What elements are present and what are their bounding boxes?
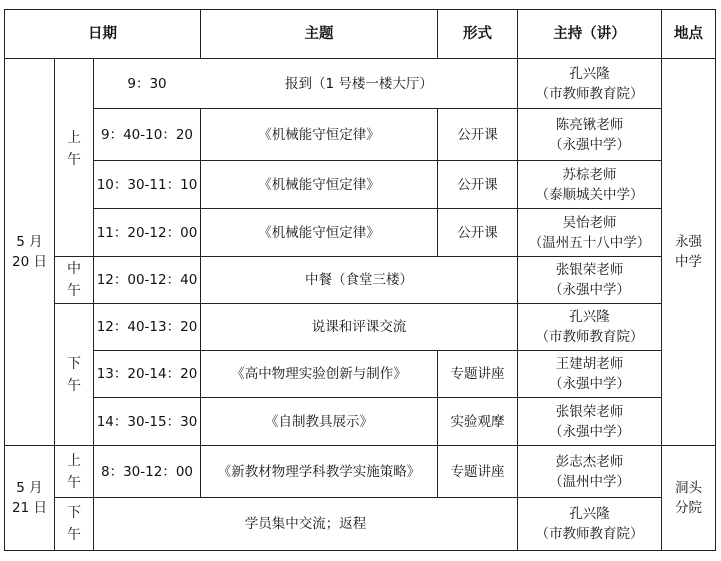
time-cell: 9：30: [127, 75, 167, 92]
host-org: （市教师教育院）: [535, 85, 644, 102]
topic-cell: 《机械能守恒定律》: [258, 224, 380, 241]
day-label-may-20: [5, 59, 54, 445]
day-label-line: 20 日: [12, 254, 47, 270]
host-org: （泰顺城关中学）: [535, 186, 644, 203]
format-cell: 专题讲座: [450, 463, 505, 480]
host-cell: [518, 257, 661, 303]
host-name: 张银荣老师: [555, 262, 624, 278]
topic-cell: 《高中物理实验创新与制作》: [231, 366, 407, 382]
period-d1-noon: [55, 257, 93, 303]
host-name: 张银荣老师: [555, 403, 624, 420]
host-cell: [518, 161, 661, 208]
host-cell: [518, 59, 661, 108]
host-cell: [518, 398, 661, 445]
topic-cell: 《机械能守恒定律》: [258, 126, 380, 143]
host-cell: [518, 109, 661, 160]
header-date: 日期: [88, 26, 117, 42]
period-char: 午: [67, 152, 81, 168]
format-cell: 公开课: [457, 126, 498, 143]
host-cell: [518, 304, 661, 350]
period-char: 上: [67, 452, 81, 469]
format-cell: 公开课: [457, 224, 498, 241]
header-location: 地点: [674, 26, 703, 42]
topic-cell: 《新教材物理学科教学实施策略》: [217, 463, 421, 480]
period-d1-morning: [55, 59, 93, 256]
time-cell: 12：00-12：40: [96, 272, 198, 288]
period-d2-afternoon: [55, 498, 93, 550]
location-line: 洞头: [675, 480, 702, 496]
day-label-may-21: [5, 446, 54, 550]
host-org: （温州中学）: [549, 473, 630, 490]
topic-cell: 报到（1 号楼一楼大厅）: [285, 75, 433, 92]
host-org: （永强中学）: [549, 423, 630, 440]
time-cell: 9：40-10：20: [101, 126, 193, 143]
host-name: 王建胡老师: [555, 356, 624, 372]
period-char: 午: [67, 377, 81, 394]
location-yongqiang: [662, 59, 715, 445]
period-char: 午: [67, 474, 81, 491]
time-cell: 8：30-12：00: [101, 463, 193, 480]
host-org: （永强中学）: [549, 282, 630, 298]
host-org: （温州五十八中学）: [528, 234, 651, 251]
time-cell: 10：30-11：10: [96, 176, 198, 193]
location-line: 中学: [675, 254, 702, 270]
format-cell: 公开课: [457, 176, 498, 193]
location-line: 分院: [675, 500, 702, 516]
host-name: 孔兴隆: [569, 65, 610, 82]
period-d1-afternoon: [55, 304, 93, 445]
topic-cell: 《机械能守恒定律》: [258, 176, 380, 193]
period-d2-morning: [55, 446, 93, 497]
host-name: 苏棕老师: [562, 166, 617, 183]
period-char: 午: [67, 283, 81, 299]
topic-cell: 《自制教具展示》: [265, 413, 373, 430]
location-dongtou: [662, 446, 715, 550]
period-char: 下: [67, 505, 81, 521]
host-cell: [518, 351, 661, 397]
time-cell: 14：30-15：30: [96, 413, 198, 430]
host-cell: [518, 446, 661, 497]
host-org: （永强中学）: [549, 136, 630, 153]
format-cell: 实验观摩: [450, 413, 505, 430]
header-topic: 主题: [304, 26, 334, 42]
day-label-line: 5 月: [16, 480, 43, 496]
host-name: 孔兴隆: [569, 309, 610, 325]
host-cell: [518, 209, 661, 256]
host-name: 吴怡老师: [562, 214, 617, 231]
host-org: （市教师教育院）: [535, 526, 644, 542]
period-char: 下: [67, 355, 81, 372]
period-char: 午: [67, 527, 81, 543]
day-label-line: 5 月: [16, 234, 43, 250]
time-cell: 11：20-12：00: [96, 224, 198, 241]
host-cell: [518, 498, 661, 550]
header-format: 形式: [463, 26, 492, 42]
location-line: 永强: [675, 234, 702, 250]
period-char: 中: [67, 261, 81, 277]
host-org: （永强中学）: [549, 376, 630, 392]
header-host: 主持（讲）: [553, 26, 626, 42]
host-name: 孔兴隆: [569, 506, 610, 522]
format-cell: 专题讲座: [450, 366, 505, 382]
host-org: （市教师教育院）: [535, 329, 644, 345]
period-char: 上: [67, 130, 81, 146]
topic-cell: 学员集中交流；返程: [244, 516, 367, 532]
host-name: 彭志杰老师: [555, 453, 624, 470]
day-label-line: 21 日: [12, 500, 47, 516]
time-cell: 13：20-14：20: [96, 366, 198, 382]
topic-cell: 中餐（食堂三楼）: [305, 272, 413, 288]
time-cell: 12：40-13：20: [96, 319, 198, 335]
host-name: 陈亮锹老师: [555, 116, 624, 133]
topic-cell: 说课和评课交流: [311, 319, 407, 335]
